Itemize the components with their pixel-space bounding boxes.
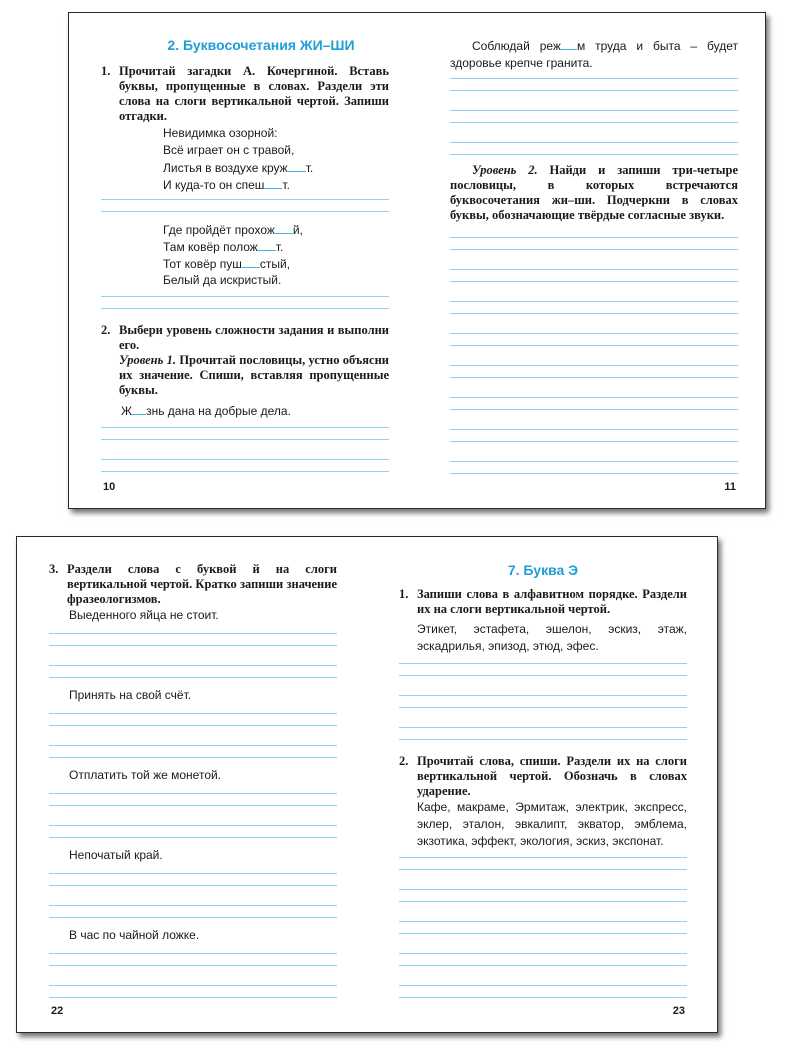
page-10 bbox=[101, 13, 391, 510]
phrase-5: В час по чайной ложке. bbox=[69, 928, 200, 942]
blank-gap[interactable] bbox=[264, 176, 282, 189]
level-label: Уровень 2. bbox=[472, 163, 538, 177]
blank-gap[interactable] bbox=[258, 238, 276, 251]
section-heading: 2. Буквосочетания ЖИ–ШИ bbox=[167, 37, 355, 53]
riddle-text: Тот ковёр пуш bbox=[163, 257, 242, 271]
page-number: 11 bbox=[724, 481, 736, 493]
riddle-text: Там ковёр полож bbox=[163, 240, 258, 254]
task-2 bbox=[101, 323, 389, 398]
writing-lines[interactable] bbox=[49, 793, 337, 839]
task-2 bbox=[399, 754, 687, 799]
word-list: Кафе, макраме, Эрмитаж, электрик, экспресс, эклер, эталон, эвкалипт, экватор, эмблема, экзотика, эффект, экология, эскиз, экспонат. bbox=[417, 800, 687, 848]
writing-lines[interactable] bbox=[101, 427, 389, 473]
level-2-task bbox=[450, 163, 738, 223]
writing-lines[interactable] bbox=[49, 873, 337, 919]
task-number: 2. bbox=[101, 323, 111, 337]
riddle-text: Листья в воздухе круж bbox=[163, 161, 288, 175]
page-number: 23 bbox=[672, 1005, 685, 1017]
task-number: 1. bbox=[101, 64, 111, 78]
blank-gap[interactable] bbox=[242, 255, 260, 268]
task-number: 2. bbox=[399, 754, 409, 768]
task-number: 3. bbox=[49, 562, 59, 576]
phrase-1: Выеденного яйца не стоит. bbox=[69, 608, 219, 622]
riddle-line bbox=[163, 159, 313, 177]
blank-gap[interactable] bbox=[275, 221, 293, 234]
proverb-line bbox=[121, 402, 291, 420]
task-3 bbox=[49, 562, 337, 607]
task-number: 1. bbox=[399, 587, 409, 601]
proverb-line bbox=[450, 37, 738, 72]
riddle-text: И куда-то он спеш bbox=[163, 178, 265, 192]
writing-lines[interactable] bbox=[450, 78, 738, 158]
task-text bbox=[119, 323, 389, 398]
blank-gap[interactable] bbox=[288, 159, 306, 172]
spread-pages-22-23 bbox=[16, 536, 718, 1033]
task-instruction: Выбери уровень сложности задания и выполни его. bbox=[119, 323, 389, 352]
writing-lines[interactable] bbox=[399, 857, 687, 1001]
proverb-text: знь дана на добрые дела. bbox=[146, 404, 291, 418]
riddle-text: Где пройдёт прохож bbox=[163, 223, 275, 237]
page-number: 22 bbox=[51, 1005, 64, 1017]
writing-lines[interactable] bbox=[49, 713, 337, 759]
task-1 bbox=[101, 64, 389, 124]
blank-gap[interactable] bbox=[561, 37, 577, 50]
task-1 bbox=[399, 587, 687, 617]
level-text: Найди и запиши три-четыре пословицы, в которых встречаются буквосочетания жи–ши. Подчеркни в словах буквы, обозначающие твёрдые согласные звуки. bbox=[450, 163, 738, 222]
riddle-line bbox=[163, 176, 290, 194]
phrase-4: Непочатый край. bbox=[69, 848, 163, 862]
writing-lines[interactable] bbox=[49, 633, 337, 679]
phrase-2: Принять на свой счёт. bbox=[69, 688, 192, 702]
task-text: Раздели слова с буквой й на слоги вертикальной чертой. Кратко запиши значение фразеологизмов. bbox=[67, 562, 337, 606]
writing-lines[interactable] bbox=[49, 953, 337, 999]
riddle-line: Белый да искристый. bbox=[163, 273, 282, 287]
page-22 bbox=[49, 537, 339, 1034]
riddle-line bbox=[163, 221, 303, 239]
task-text bbox=[450, 163, 738, 223]
riddle-text: т. bbox=[275, 240, 284, 254]
page-11 bbox=[450, 13, 740, 510]
proverb-text: Соблюдай реж bbox=[472, 39, 561, 53]
task-text: Запиши слова в алфавитном порядке. Раздели их на слоги вертикальной чертой. bbox=[417, 587, 687, 616]
word-list: Этикет, эстафета, эшелон, эскиз, этаж, эскадрилья, эпизод, этюд, эфес. bbox=[417, 622, 687, 653]
riddle-line: Невидимка озорной: bbox=[163, 126, 278, 140]
writing-lines[interactable] bbox=[450, 237, 738, 477]
proverb-text: м труда и быта – будет здоровье крепче гранита. bbox=[450, 39, 738, 70]
riddle-line bbox=[163, 255, 290, 273]
section-heading: 7. Буква Э bbox=[507, 562, 579, 578]
blank-gap[interactable] bbox=[132, 402, 146, 415]
writing-lines[interactable] bbox=[399, 663, 687, 743]
task-text: Прочитай слова, спиши. Раздели их на слоги вертикальной чертой. Обозначь в словах ударение. bbox=[417, 754, 687, 798]
level-text: Прочитай пословицы, устно объясни их значение. Спиши, вставляя пропущенные буквы. bbox=[119, 353, 389, 397]
riddle-line: Всё играет он с травой, bbox=[163, 143, 295, 157]
phrase-3: Отплатить той же монетой. bbox=[69, 768, 222, 782]
page-number: 10 bbox=[103, 481, 116, 493]
riddle-text: т. bbox=[282, 178, 290, 192]
riddle-text: стый, bbox=[259, 257, 291, 271]
proverb-text: Ж bbox=[121, 404, 133, 418]
level-label: Уровень 1. bbox=[119, 353, 177, 367]
riddle-line bbox=[163, 238, 283, 256]
riddle-text: т. bbox=[305, 161, 314, 175]
writing-lines[interactable] bbox=[101, 296, 389, 310]
page-23 bbox=[399, 537, 689, 1034]
riddle-text: й, bbox=[292, 223, 303, 237]
spread-pages-10-11 bbox=[68, 12, 766, 509]
task-text: Прочитай загадки А. Кочергиной. Вставь буквы, пропущенные в словах. Раздели эти слова на слоги вертикальной чертой. Запиши отгадки. bbox=[119, 64, 389, 123]
writing-lines[interactable] bbox=[101, 199, 389, 213]
